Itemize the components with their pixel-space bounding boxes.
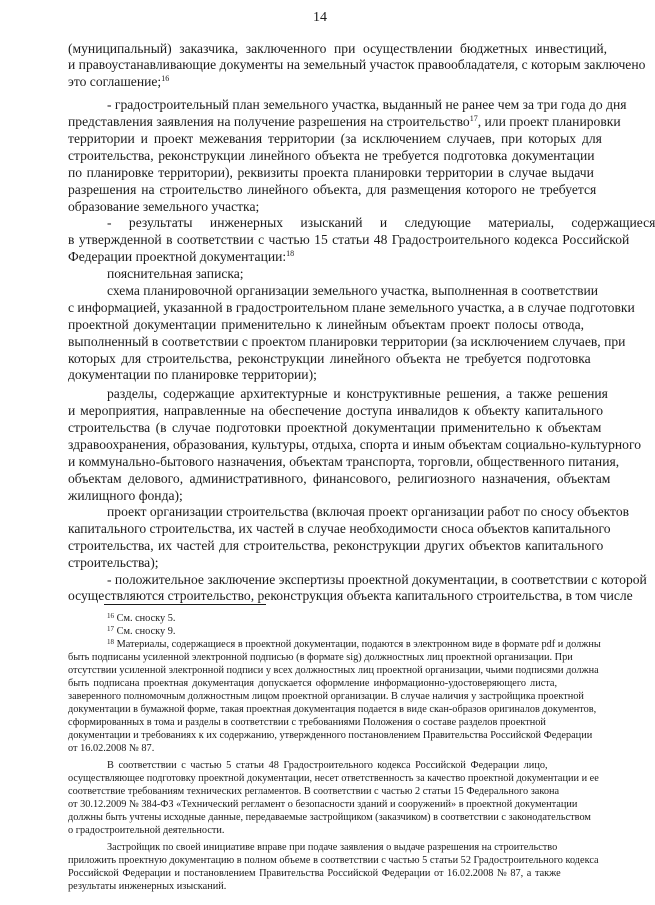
body-line xyxy=(68,248,577,265)
body-line xyxy=(68,73,577,90)
footnote-mark: 18 xyxy=(107,638,114,646)
body-line: и правоустанавливающие документы на земельный участок правообладателя, с которым заключено xyxy=(68,57,646,72)
body-line: территории и проект межевания территории (за исключением случаев, при которых для xyxy=(68,131,602,146)
body-line: разделы, содержащие архитектурные и конструктивные решения, а также решения xyxy=(107,386,608,401)
footnote-line: от 16.02.2008 № 87. xyxy=(68,743,155,754)
body-line-text: это соглашение; xyxy=(68,74,162,89)
body-line: - результаты инженерных изысканий и следующие материалы, содержащиеся xyxy=(107,215,655,230)
body-line: строительства, реконструкции линейного объекта не требуется подготовка документации xyxy=(68,148,595,163)
body-line: капитального строительства, их частей в случае необходимости сноса объектов капитального xyxy=(68,521,611,536)
footnote-line: о градостроительной деятельности. xyxy=(68,825,225,836)
body-line: по планировке территории), реквизиты проекта планировки территории в случае выдачи xyxy=(68,165,594,180)
footnote-ref: 16 xyxy=(161,74,170,83)
footnote-line: документации и требованиях к их содержанию, утвержденного постановлением Правительства Российской Федерации xyxy=(68,730,593,741)
footnote-line: быть подписаны усиленной электронной подписью (в формате sig) должностных лиц проектной организации. При xyxy=(68,652,573,663)
footnote-line: приложить проектную документацию в полном объеме в соответствии с частью 5 статьи 52 Градостроительного кодекса xyxy=(68,855,599,866)
footnote-line: заверенного полномочным должностным лицом проектной организации. В случае наличия у застройщика проектной xyxy=(68,691,584,702)
body-line: и мероприятия, направленные на обеспечение доступа инвалидов к объекту капитального xyxy=(68,403,603,418)
footnote-line: документации в бумажной форме, такая проектная документация подается в виде скан-образов оригиналов документов, xyxy=(68,704,597,715)
footnote-line xyxy=(107,638,601,651)
body-line: схема планировочной организации земельного участка, выполненная в соответствии xyxy=(107,283,599,298)
body-line: с информацией, указанной в градостроительном плане земельного участка, а в случае подготовки xyxy=(68,300,635,315)
footnote-ref: 17 xyxy=(469,114,478,123)
footnote-line: отсутствии усиленной электронной подписи у всех должностных лиц проектной организации, чьими подписями должна xyxy=(68,665,599,676)
body-line-text: представления заявления на получение разрешения на строительство xyxy=(68,114,470,129)
footnote-line xyxy=(107,612,577,625)
body-line: документации по планировке территории); xyxy=(68,367,317,382)
body-line: проект организации строительства (включая проект организации работ по сносу объектов xyxy=(107,504,630,519)
footnote-mark: 16 xyxy=(107,612,114,620)
footnote-text: См. сноску 5. xyxy=(114,613,176,624)
body-line: выполненный в соответствии с проектом планировки территории (за исключением случаев, при xyxy=(68,334,626,349)
body-line: строительства (в случае подготовки проектной документации применительно к объектам xyxy=(68,420,602,435)
body-line: и коммунально-бытового назначения, объектам транспорта, торговли, общественного питания, xyxy=(68,454,620,469)
footnote-line: сформированных в тома и разделы в соответствии с требованиями Положения о составе разделов проектной xyxy=(68,717,546,728)
footnote-line: быть подписана проектная документация допускается оформление информационно-удостоверяющего листа, xyxy=(68,678,558,689)
body-line: осуществляются строительство, реконструкция объекта капитального строительства, в том числе xyxy=(68,588,633,603)
footnote-text: Материалы, содержащиеся в проектной документации, подаются в электронном виде в формате pdf и должны xyxy=(114,639,601,650)
footnote-separator xyxy=(104,604,266,605)
body-line: разрешения на строительство линейного объекта, для размещения которого не требуется xyxy=(68,182,597,197)
body-line: жилищного фонда); xyxy=(68,488,183,503)
footnote-line xyxy=(107,625,577,638)
footnote-line: В соответствии с частью 5 статьи 48 Градостроительного кодекса Российской Федерации лицо, xyxy=(107,760,548,771)
footnote-text: См. сноску 9. xyxy=(114,626,176,637)
footnote-mark: 17 xyxy=(107,625,114,633)
footnote-line: Российской Федерации и постановлением Правительства Российской Федерации от 16.02.2008 № 87, а также xyxy=(68,868,561,879)
body-line-text: , или проект планировки xyxy=(477,114,621,129)
body-line: в утвержденной в соответствии с частью 15 статьи 48 Градостроительного кодекса Российской xyxy=(68,232,630,247)
page-number: 14 xyxy=(313,10,327,25)
body-line: - градостроительный план земельного участка, выданный не ранее чем за три года до дня xyxy=(107,97,627,112)
footnote-ref: 18 xyxy=(286,249,295,258)
footnote-line: результаты инженерных изысканий. xyxy=(68,881,227,892)
body-line: проектной документации применительно к линейным объектам проект полосы отвода, xyxy=(68,317,585,332)
body-line xyxy=(68,113,621,130)
body-line: строительства); xyxy=(68,555,159,570)
footnote-line: осуществляющее подготовку проектной документации, несет ответственность за качество проектной документации и ее xyxy=(68,773,599,784)
body-line: (муниципальный) заказчика, заключенного при осуществлении бюджетных инвестиций, xyxy=(68,41,608,56)
footnote-line: от 30.12.2009 № 384-ФЗ «Технический регламент о безопасности зданий и сооружений» в проектной документации xyxy=(68,799,578,810)
body-line: строительства, их частей для строительства, реконструкции других объектов капитального xyxy=(68,538,604,553)
body-line: которых для строительства, реконструкции линейного объекта не требуется подготовка xyxy=(68,351,591,366)
body-line: - положительное заключение экспертизы проектной документации, в соответствии с которой xyxy=(107,572,647,587)
footnote-line: должны быть учтены исходные данные, передаваемые застройщиком (заказчиком) в соответствии с законодательством xyxy=(68,812,591,823)
footnote-line: соответствие требованиям технических регламентов. В соответствии с частью 2 статьи 15 Федерального закона xyxy=(68,786,560,797)
body-line: образование земельного участка; xyxy=(68,199,260,214)
body-line-text: Федерации проектной документации: xyxy=(68,249,287,264)
body-line: объектам делового, административного, финансового, религиозного назначения, объектам xyxy=(68,471,611,486)
footnote-line: Застройщик по своей инициативе вправе при подаче заявления о выдаче разрешения на строительство xyxy=(107,842,558,853)
body-line: здравоохранения, образования, культуры, отдыха, спорта и иным объектам социально-культурного xyxy=(68,437,641,452)
body-line: пояснительная записка; xyxy=(107,266,244,281)
